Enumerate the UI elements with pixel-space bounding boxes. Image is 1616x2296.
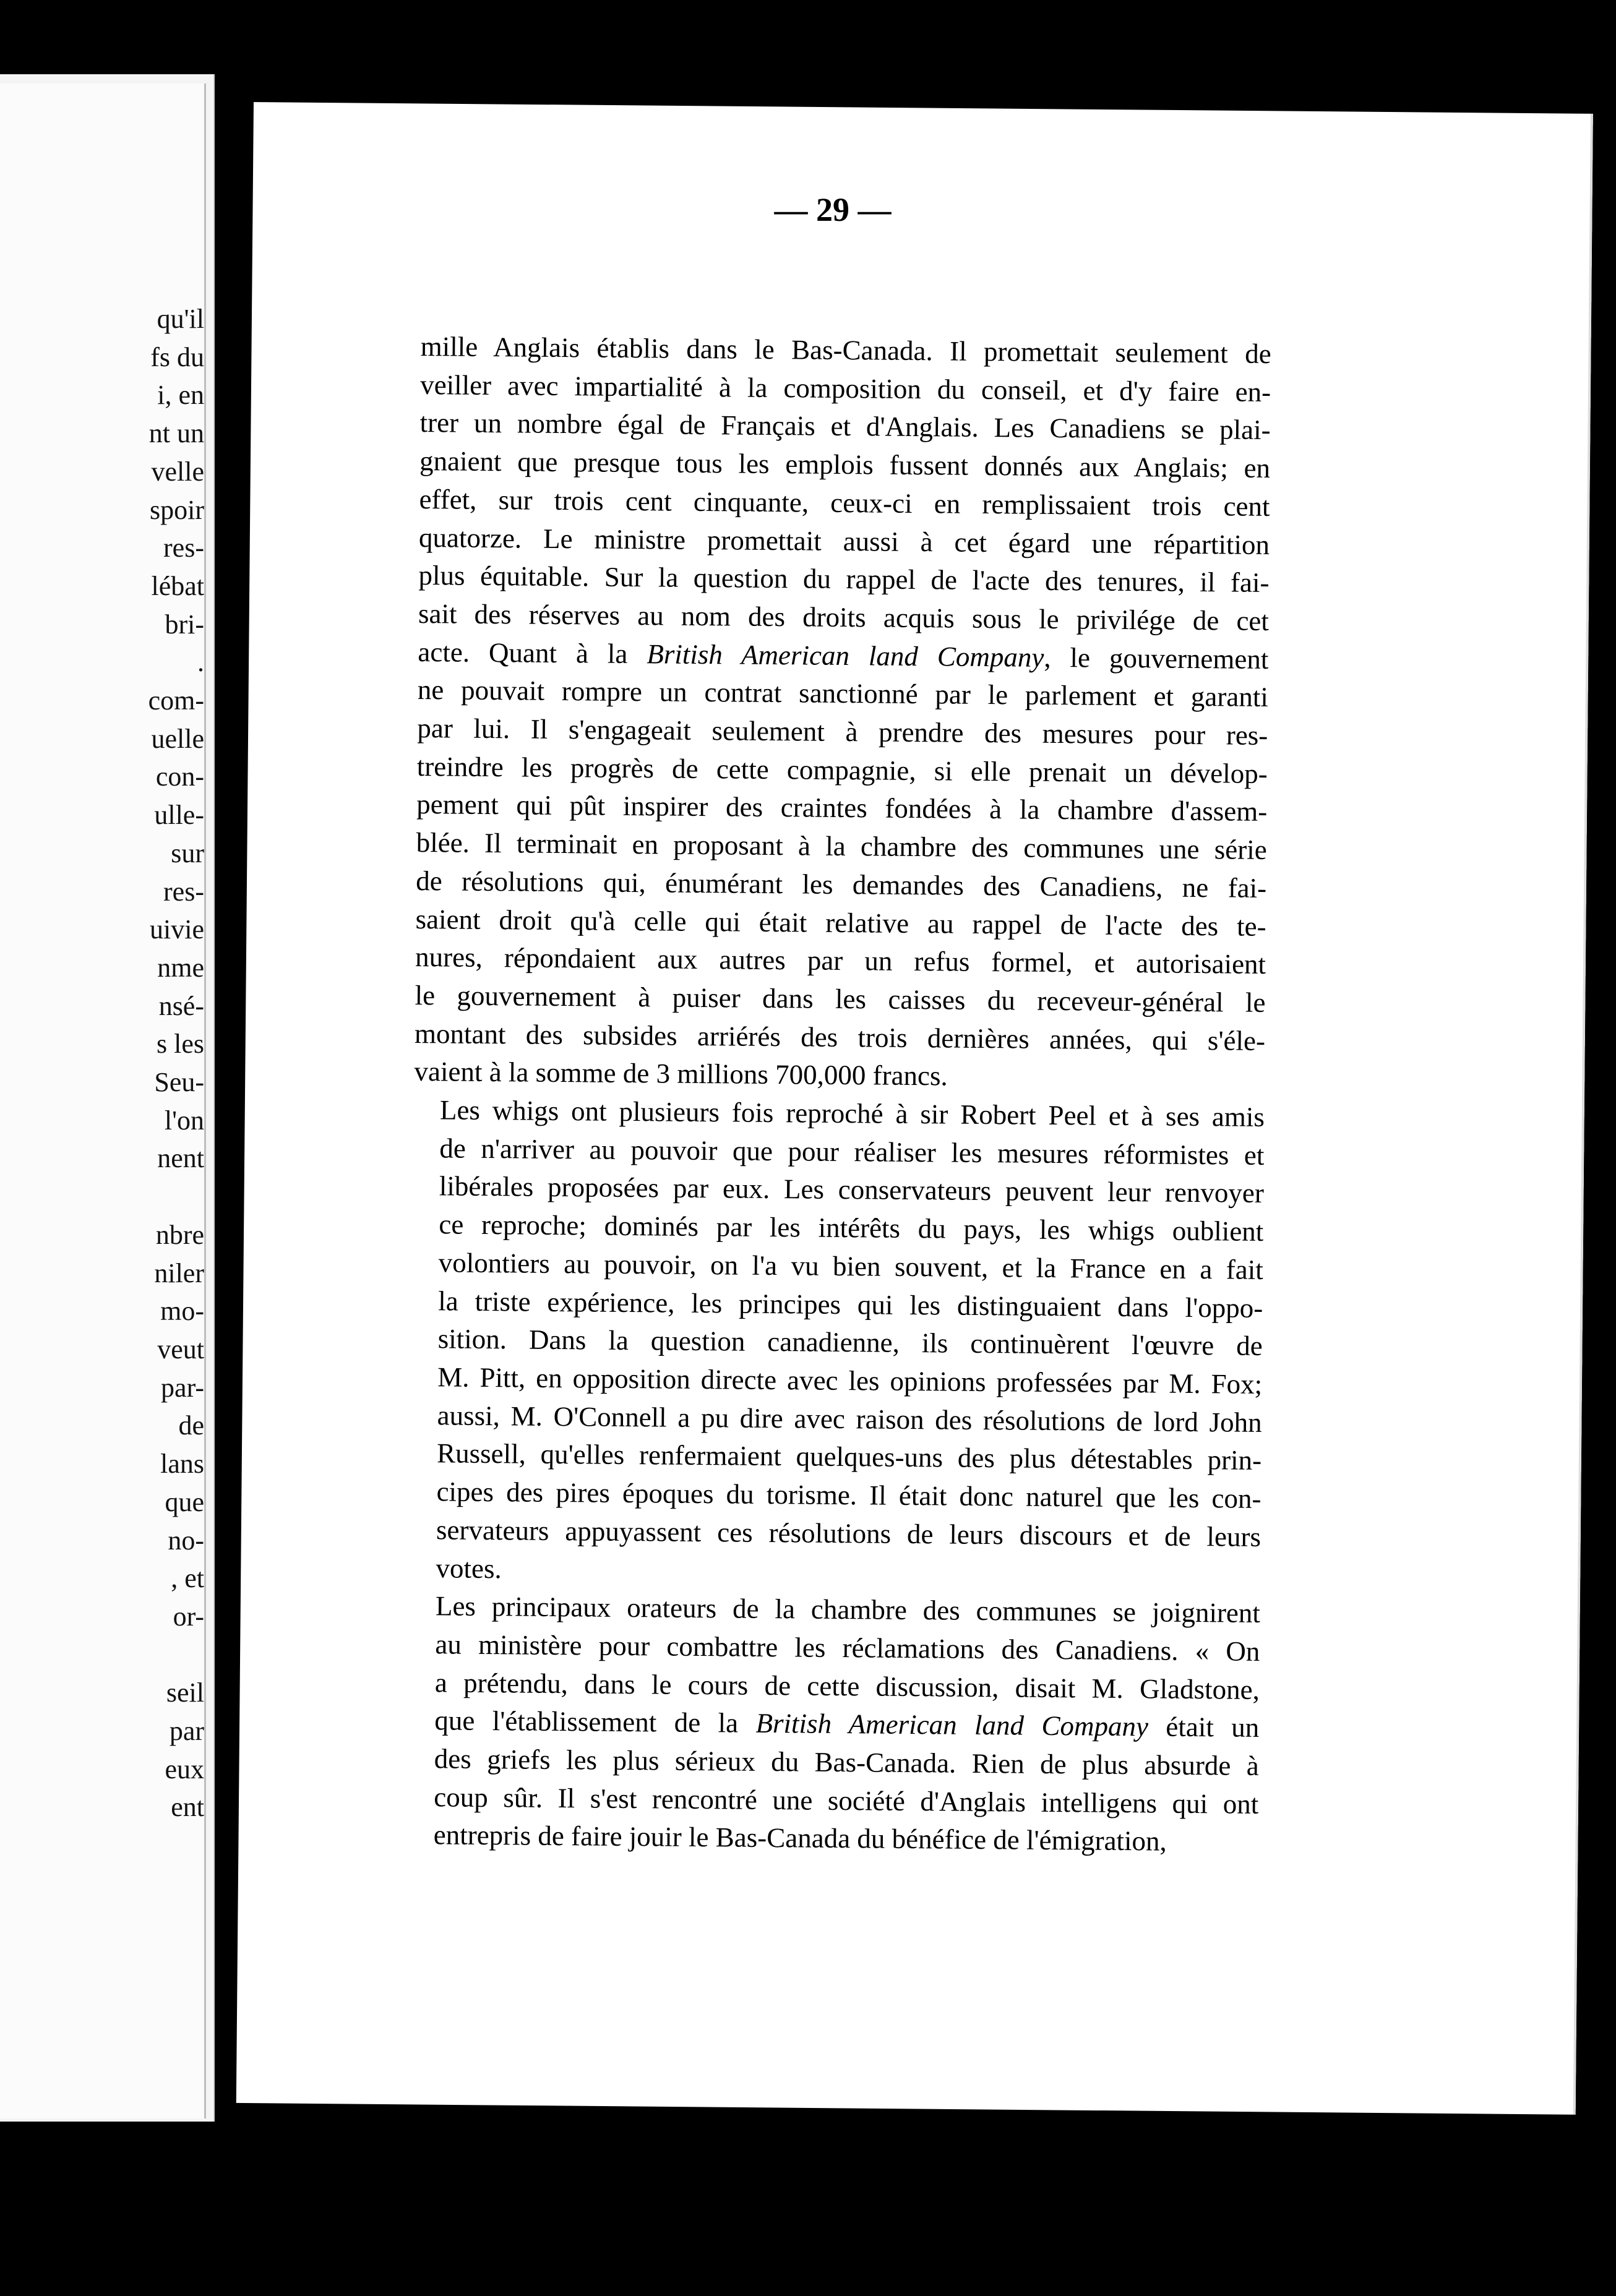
text-line: des griefs les plus sérieux du Bas-Canada. Rien de plus absurde à <box>434 1743 1259 1781</box>
text-line: acte. Quant à la British American land Company, le gouvernement <box>418 636 1269 675</box>
previous-page-line: que <box>165 1486 204 1517</box>
text-line: gnaient que presque tous les emplois fussent donnés aux Anglais; en <box>419 445 1271 484</box>
previous-page-line: par <box>169 1716 204 1747</box>
previous-page-line: s les <box>157 1029 204 1060</box>
text-line: au ministère pour combattre les réclamations des Canadiens. « On <box>435 1629 1260 1667</box>
previous-page-line: lans <box>160 1449 204 1480</box>
previous-page-line: uelle <box>151 723 204 754</box>
text-line: cipes des pires époques du torisme. Il était donc naturel que les con- <box>436 1476 1261 1515</box>
previous-page-line: qu'il <box>157 304 204 334</box>
text-line: aussi, M. O'Connell a pu dire avec raison des résolutions de lord John <box>437 1399 1262 1438</box>
text-line: trer un nombre égal de Français et d'Anglais. Les Canadiens se plai- <box>419 407 1271 446</box>
text-line: le gouvernement à puiser dans les caisses du receveur-général le <box>415 979 1266 1018</box>
previous-page-line: no- <box>168 1525 204 1556</box>
previous-page-line: de <box>178 1410 204 1441</box>
text-line: Russell, qu'elles renfermaient quelques-uns des plus détestables prin- <box>436 1437 1262 1476</box>
text-line: M. Pitt, en opposition directe avec les opinions professées par M. Fox; <box>437 1361 1263 1400</box>
previous-page-line <box>0 1636 204 1674</box>
text-line: a prétendu, dans le cours de cette discussion, disait M. Gladstone, <box>434 1666 1260 1705</box>
previous-page-line: nme <box>157 952 204 983</box>
text-line: treindre les progrès de cette compagnie, si elle prenait un dévelop- <box>416 750 1268 789</box>
previous-page-line: seil <box>166 1677 204 1708</box>
text-line: saient droit qu'à celle qui était relative au rappel de l'acte des te- <box>415 903 1266 942</box>
text-line: nures, répondaient aux autres par un refus formel, et autorisaient <box>415 941 1266 980</box>
previous-page-line: nent <box>157 1143 204 1174</box>
text-line: ce reproche; dominés par les intérêts du pays, les whigs oublient <box>439 1209 1264 1248</box>
previous-page-line <box>0 1178 204 1216</box>
text-line: vaient à la somme de 3 millions 700,000 francs. <box>414 1056 948 1092</box>
previous-page-line: res- <box>163 533 204 563</box>
previous-page-line: con- <box>155 761 204 792</box>
text-line: mille Anglais établis dans le Bas-Canada. Il promettait seulement de <box>420 330 1271 369</box>
text-line: par lui. Il s'engageait seulement à prendre des mesures pour res- <box>417 713 1268 752</box>
previous-page-line: nbre <box>155 1219 204 1250</box>
previous-page-line: . <box>197 647 204 678</box>
text-line: coup sûr. Il s'est rencontré une société d'Anglais intelligens qui ont <box>434 1781 1259 1820</box>
previous-page-line: eux <box>165 1754 204 1784</box>
text-line: servateurs appuyassent ces résolutions de leurs discours et de leurs <box>436 1514 1261 1553</box>
text-line: quatorze. Le ministre promettait aussi à cet égard une répartition <box>418 521 1270 560</box>
text-line: votes. <box>436 1552 502 1584</box>
text-line: plus équitable. Sur la question du rappel de l'acte des tenures, il fai- <box>418 560 1270 599</box>
paragraph <box>414 328 1271 1099</box>
text-line: que l'établissement de la British American land Company était un <box>434 1705 1260 1744</box>
previous-page-line: fs du <box>150 341 204 372</box>
text-line: de résolutions qui, énumérant les demandes des Canadiens, ne fai- <box>415 865 1267 904</box>
text-line: ne pouvait rompre un contrat sanctionné par le parlement et garanti <box>417 674 1269 713</box>
previous-page-line: uivie <box>150 914 204 945</box>
previous-page-line: ulle- <box>154 800 204 831</box>
previous-page-line: nt un <box>148 418 204 449</box>
previous-page-line: lébat <box>151 570 204 601</box>
text-line: Les whigs ont plusieurs fois reproché à sir Robert Peel et à ses amis <box>439 1094 1265 1133</box>
previous-page-line: , et <box>171 1563 204 1594</box>
text-line: effet, sur trois cent cinquante, ceux-ci en remplissaient trois cent <box>419 483 1270 522</box>
previous-page-line: bri- <box>165 609 204 640</box>
text-line: veiller avec impartialité à la composition du conseil, et d'y faire en- <box>419 369 1271 408</box>
text-line: volontiers au pouvoir, on l'a vu bien souvent, et la France en a fait <box>438 1247 1263 1285</box>
previous-page-line: nsé- <box>158 990 204 1021</box>
previous-page-line: ent <box>171 1792 204 1823</box>
previous-page-line: Seu- <box>154 1067 204 1098</box>
text-line: Les principaux orateurs de la chambre des communes se joignirent <box>435 1590 1261 1629</box>
page-number <box>0 191 1616 229</box>
previous-page-line: mo- <box>160 1296 204 1327</box>
previous-page-line: or- <box>173 1601 204 1632</box>
text-line: pement qui pût inspirer des craintes fondées à la chambre d'assem- <box>416 789 1268 828</box>
paragraph <box>407 1587 1260 1862</box>
body-text <box>407 328 1271 1862</box>
text-line: sait des réserves au nom des droits acquis sous le privilége de cet <box>418 598 1270 636</box>
previous-page-text <box>0 300 204 1827</box>
text-line: entrepris de faire jouir le Bas-Canada du bénéfice de l'émigration, <box>433 1819 1167 1857</box>
text-line: la triste expérience, les principes qui les distinguaient dans l'oppo- <box>438 1285 1263 1324</box>
previous-page-line: com- <box>148 685 204 716</box>
paragraph <box>410 1091 1265 1595</box>
previous-page-line: par- <box>161 1372 204 1403</box>
previous-page-line: res- <box>163 876 204 907</box>
text-line: libérales proposées par eux. Les conservateurs peuvent leur renvoyer <box>439 1170 1265 1209</box>
text-line: blée. Il terminait en proposant à la chambre des communes une série <box>416 827 1267 866</box>
previous-page-line: niler <box>154 1257 204 1288</box>
page-number-text: — 29 — <box>774 191 892 228</box>
previous-page-line: veut <box>157 1334 204 1364</box>
previous-page-line: i, en <box>157 380 204 411</box>
text-line: sition. Dans la question canadienne, ils continuèrent l'œuvre de <box>437 1323 1263 1362</box>
previous-page-line: l'on <box>164 1105 204 1136</box>
previous-page-line: velle <box>151 456 204 487</box>
previous-page-line: sur <box>171 837 204 868</box>
text-line: de n'arriver au pouvoir que pour réaliser les mesures réformistes et <box>439 1133 1265 1171</box>
text-line: montant des subsides arriérés des trois dernières années, qui s'éle- <box>414 1017 1266 1056</box>
previous-page-line: spoir <box>150 494 204 525</box>
